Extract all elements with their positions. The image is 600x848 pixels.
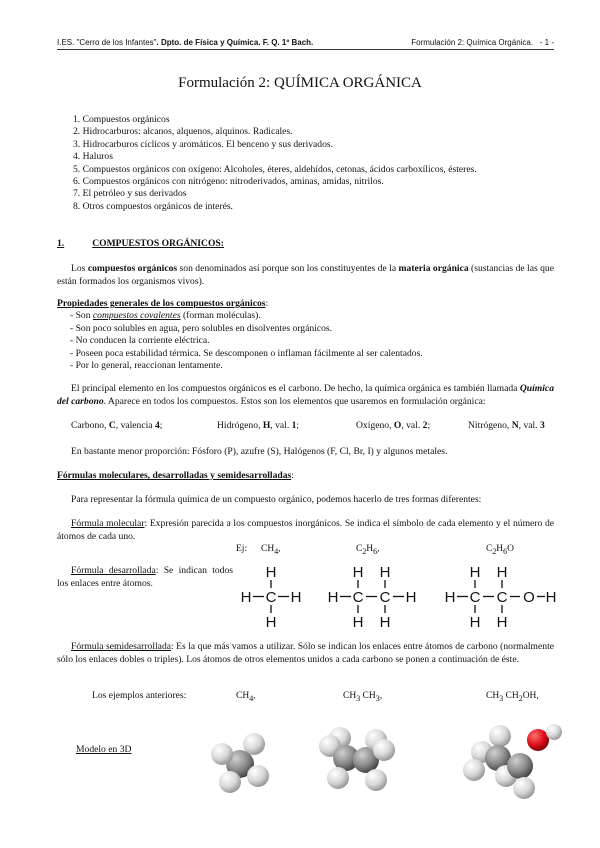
example-label: Ej: [236,544,248,554]
list-item: - Por lo general, reaccionan lentamente. [70,360,223,372]
toc-item: 2. Hidrocarburos: alcanos, alquenos, alquinos. Radicales. [73,126,293,138]
toc-item: 6. Compuestos orgánicos con nitrógeno: nitroderivados, aminas, amidas, nitrilos. [73,175,384,187]
toc-item: 7. El petróleo y sus derivados [73,188,187,200]
svg-text:H: H [379,564,391,581]
structural-ethane [328,564,417,631]
svg-text:H: H [327,589,339,606]
svg-text:H: H [405,589,417,606]
model-3d-label: Modelo en 3D [76,744,132,755]
element-hydrogen: Hidrógeno, H, val. 1; [217,420,300,431]
molecular-formula-ethane: $C_2H_6$, [356,544,380,556]
header-left: I.ES. "Cerro de los Infantes". Dpto. de Física y Química. F. Q. 1º Bach. [57,38,314,47]
svg-text:H: H [265,614,277,631]
svg-text:H: H [545,589,557,606]
svg-text:C: C [352,589,364,606]
properties-heading: Propiedades generales de los compuestos orgánicos: [57,298,269,309]
header-rule [57,49,554,50]
minor-elements: En bastante menor proporción: Fósforo (P), azufre (S), Halógenos (F, Cl, Br, I) y algunos metales. [71,446,448,457]
molecular-formula-ethanol: $C_2H_6O$ [486,544,514,556]
intro-paragraph: Los compuestos orgánicos son denominados así porque son los constituyentes de la materia orgánica (sustancias de las que están formados los organismos vivos). [57,263,554,287]
element-oxygen: Oxígeno, O, val. 2; [356,420,431,431]
svg-text:H: H [379,614,391,631]
model-ethanol [463,724,562,799]
toc-item: 3. Hidrocarburos cíclicos y aromáticos. El benceno y sus derivados. [73,138,334,150]
toc-item: 4. Haluros [73,151,113,163]
svg-text:H: H [290,589,302,606]
element-carbon: Carbono, C, valencia 4; [71,420,163,431]
molecular-formula-methane: $CH_4$, [261,544,281,556]
molecular-paragraph: Fórmula molecular: Expresión parecida a los compuestos inorgánicos. Se indica el símbolo de cada elemento y el número de átomos de cada uno. [57,518,554,542]
section-heading: 1. COMPUESTOS ORGÁNICOS: [57,238,224,249]
svg-text:C: C [265,589,277,606]
list-item: - Son poco solubles en agua, pero solubles en disolventes orgánicos. [70,322,333,334]
svg-text:H: H [265,564,277,581]
desarrollada-paragraph: Fórmula desarrollada: Se indican todos los enlaces entre átomos. [57,565,233,589]
svg-text:C: C [379,589,391,606]
carbon-paragraph: El principal elemento en los compuestos orgánicos es el carbono. De hecho, la química orgánica es también llamada Química del carbono. Aparece en todos los compuestos. Estos son los elementos que usaremos en formulación orgánica: [57,383,554,407]
semi-formula-methane: $CH_4$, [236,691,256,703]
element-nitrogen: Nitrógeno, N, val. 3 [468,420,545,431]
table-of-contents [73,114,477,213]
svg-text:H: H [352,564,364,581]
properties-list [70,310,423,373]
model-ethane [319,727,395,791]
header-right: Formulación 2: Química Orgánica. - 1 - [411,38,554,47]
svg-text:C: C [496,589,508,606]
list-item: - Son compuestos covalentes (forman moléculas). [70,310,261,321]
structural-ethanol [445,564,557,631]
svg-text:H: H [496,564,508,581]
svg-text:H: H [469,564,481,581]
svg-text:H: H [444,589,456,606]
structural-formulas [235,560,555,632]
structural-methane [241,564,302,631]
model-methane [211,733,269,793]
toc-item: 5. Compuestos orgánicos con oxígeno: Alcoholes, éteres, aldehídos, cetonas, ácidos carboxílicos, ésteres. [73,163,477,175]
svg-text:H: H [469,614,481,631]
formulas-heading: Fórmulas moleculares, desarrolladas y semidesarrolladas: [57,470,294,481]
semidesarrollada-paragraph: Fórmula semidesarrollada: Es la que más vamos a utilizar. Sólo se indican los enlaces entre átomos de carbono (normalmente sólo los enlaces dobles o triples). Los átomos de otros elementos unidos a cada carbono se ponen a continuación de éste. [57,641,554,665]
list-item: - Poseen poca estabilidad térmica. Se descomponen o inflaman fácilmente al ser calentados. [70,347,423,359]
svg-text:H: H [352,614,364,631]
svg-text:H: H [496,614,508,631]
models-3d [200,706,570,806]
list-item: - No conducen la corriente eléctrica. [70,335,210,347]
formulas-intro: Para representar la fórmula química de un compuesto orgánico, podemos hacerlo de tres formas diferentes: [71,494,482,505]
examples-label: Los ejemplos anteriores: [92,690,187,701]
svg-text:O: O [523,589,535,606]
page-title: Formulación 2: QUÍMICA ORGÁNICA [178,75,422,91]
svg-text:C: C [469,589,481,606]
toc-item: 1. Compuestos orgánicos [73,114,170,125]
toc-item: 8. Otros compuestos orgánicos de interés. [73,200,233,212]
semi-formula-ethane: $CH_3$ $CH_3$, [343,691,383,703]
semi-formula-ethanol: $CH_3$ $CH_2OH$, [486,691,539,703]
svg-text:H: H [240,589,252,606]
